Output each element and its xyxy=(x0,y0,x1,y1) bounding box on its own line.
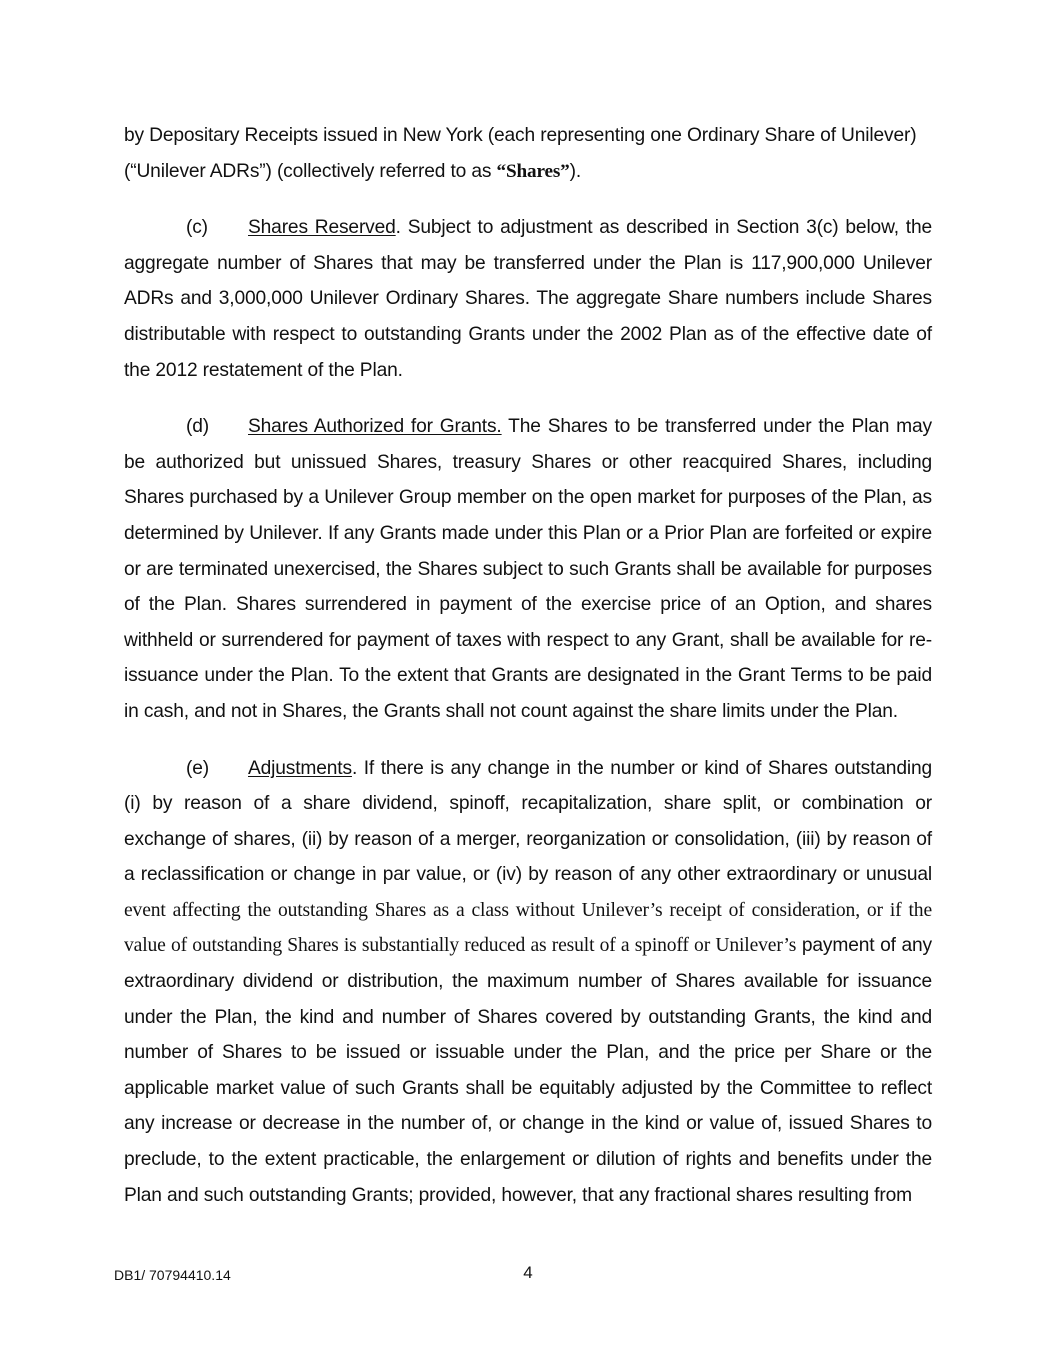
section-e-serif-text: event affecting the outstanding Shares as a class without Unilever’s receipt of consideration, or if the value of outstanding Shares is substantially reduced as result of a spinoff or Unilever’s xyxy=(124,899,932,957)
section-d-label: (d) xyxy=(186,416,210,438)
section-d-paragraph xyxy=(124,409,932,729)
shares-defined-term: “Shares” xyxy=(496,160,570,182)
section-c-body: . Subject to adjustment as described in Section 3(c) below, the aggregate number of Shares that may be transferred under the Plan is 117,900,000 Unilever ADRs and 3,000,000 Unilever Ordinary Shares. The aggregate Share numbers include Shares distributable with respect to outstanding Grants under the 2002 Plan as of the effective date of the 2012 restatement of the Plan. xyxy=(124,217,932,381)
intro-text-before-bold: by Depositary Receipts issued in New York (each representing one Ordinary Share of Unilever) (“Unilever ADRs”) (collectively referred to as xyxy=(124,125,917,182)
section-c-heading: Shares Reserved xyxy=(248,217,396,239)
footer-document-id: DB1/ 70794410.14 xyxy=(114,1267,231,1283)
section-c-paragraph xyxy=(124,210,932,388)
section-d-heading: Shares Authorized for Grants. xyxy=(248,416,502,438)
page-number: 4 xyxy=(523,1263,533,1282)
section-d-body: The Shares to be transferred under the Plan may be authorized but unissued Shares, treasury Shares or other reacquired Shares, including Shares purchased by a Unilever Group member on the open market for purposes of the Plan, as determined by Unilever. If any Grants made under this Plan or a Prior Plan are forfeited or expire or are terminated unexercised, the Shares subject to such Grants shall be available for purposes of the Plan. Shares surrendered in payment of the exercise price of an Option, and shares withheld or surrendered for payment of taxes with respect to any Grant, shall be available for re-issuance under the Plan. To the extent that Grants are designated in the Grant Terms to be paid in cash, and not in Shares, the Grants shall not count against the share limits under the Plan. xyxy=(124,416,932,722)
document-body xyxy=(124,118,932,1234)
section-e-body-start: . If there is any change in the number or kind of Shares outstanding (i) by reason of a share dividend, spinoff, recapitalization, share split, or combination or exchange of shares, (ii) by reason of a merger, reorganization or consolidation, (iii) by reason of a reclassification or change in par value, or (iv) by reason of any other extraordinary or unusual xyxy=(124,757,932,886)
section-e-heading: Adjustments xyxy=(248,757,352,779)
section-e-paragraph xyxy=(124,751,932,1214)
intro-paragraph xyxy=(124,118,932,189)
intro-text-after-bold: ). xyxy=(569,160,582,182)
section-e-body-end: payment of any extraordinary dividend or distribution, the maximum number of Shares available for issuance under the Plan, the kind and number of Shares covered by outstanding Grants, the kind and number of Shares to be issued or issuable under the Plan, and the price per Share or the applicable market value of such Grants shall be equitably adjusted by the Committee to reflect any increase or decrease in the number of, or change in the kind or value of, issued Shares to preclude, to the extent practicable, the enlargement or dilution of rights and benefits under the Plan and such outstanding Grants; provided, however, that any fractional shares resulting from xyxy=(124,935,932,1206)
section-c-label: (c) xyxy=(186,217,208,239)
section-e-label: (e) xyxy=(186,757,210,779)
